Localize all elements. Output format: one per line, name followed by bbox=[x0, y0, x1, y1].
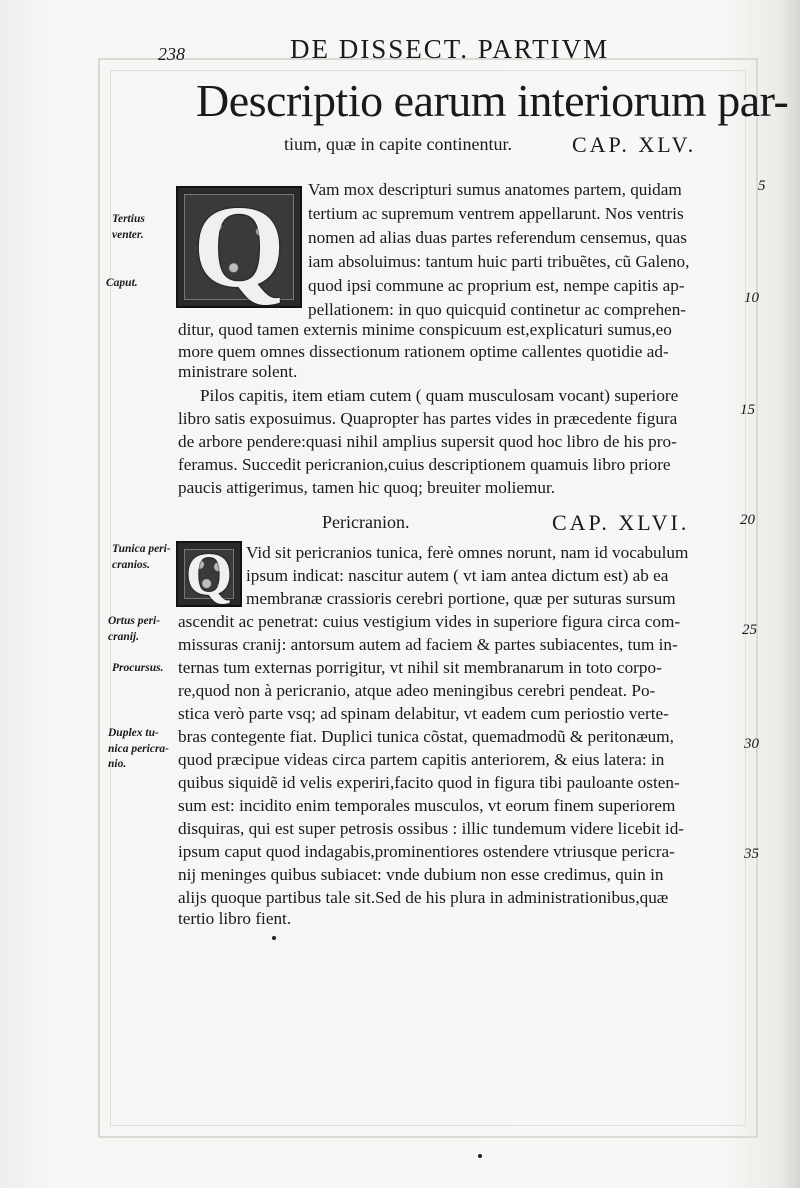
text-line: feramus. Succedit pericranion,cuius descriptionem quamuis libro priore bbox=[178, 455, 671, 474]
line-number: 30 bbox=[744, 736, 759, 752]
text-line: ministrare solent. bbox=[178, 362, 298, 381]
line-number: 10 bbox=[744, 290, 759, 306]
margin-note-procursus: Procursus. bbox=[112, 662, 164, 674]
text-line: ternas tum externas porrigitur, vt nihil sit membranarum in toto corpo- bbox=[178, 658, 662, 677]
page-edge bbox=[778, 0, 800, 1188]
section-heading: Pericranion. bbox=[322, 512, 410, 532]
line-number: 5 bbox=[758, 178, 766, 194]
text-line: iam absoluimus: tantum huic parti tribuẽtes, cũ Galeno, bbox=[308, 252, 690, 271]
margin-note-ortus: Ortus peri- cranij. bbox=[108, 615, 161, 643]
text-line: quod ipsi commune ac proprium est, nempe capitis ap- bbox=[308, 276, 685, 295]
text-line: ipsum indicat: nascitur autem ( vt iam antea dictum est) ab ea bbox=[246, 566, 669, 585]
chapter-number-46: CAP. XLVI. bbox=[552, 510, 690, 535]
line-number: 25 bbox=[742, 622, 757, 638]
decorated-initial-q-small bbox=[176, 541, 242, 607]
line-number: 35 bbox=[744, 846, 759, 862]
text-line: pellationem: in quo quicquid continetur ac comprehen- bbox=[308, 300, 687, 319]
chapter-title-line-1: Descriptio earum interiorum par- bbox=[196, 75, 789, 126]
text-line: quod præcipue videas circa partem capitis anteriorem, & eius latera: in bbox=[178, 750, 665, 769]
decorated-initial-q bbox=[176, 181, 302, 312]
chapter-title-line-2: tium, quæ in capite continentur. bbox=[284, 134, 512, 154]
text-line: Vam mox descripturi sumus anatomes partem, quidam bbox=[308, 180, 682, 199]
text-line: quibus siquidẽ id velis experiri,facito quod in figura tibi pauloante osten- bbox=[178, 773, 680, 792]
initial-letter: Q bbox=[185, 540, 233, 607]
text-line: stica verò parte vsq; ad spinam delabitur, vt eadem cum periostio verte- bbox=[178, 704, 669, 723]
text-line: ascendit ac penetrat: cuius vestigium vides in superiore figura circa com- bbox=[178, 612, 681, 631]
chapter-number-45: CAP. XLV. bbox=[572, 132, 697, 157]
text-line: de arbore pendere:quasi nihil amplius supersit quod hoc libro de his pro- bbox=[178, 432, 677, 451]
text-line: alijs quoque partibus tale sit.Sed de his plura in administrationibus,quæ bbox=[178, 888, 669, 907]
margin-note-duplex: Duplex tu- nica pericra- nio. bbox=[108, 727, 170, 771]
running-head: DE DISSECT. PARTIVM bbox=[290, 34, 610, 64]
text-line: sum est: incidito enim temporales musculos, vt eorum finem superiorem bbox=[178, 796, 676, 815]
text-line: membranæ crassioris cerebri portione, quæ per suturas sursum bbox=[246, 589, 676, 608]
text-line: bras contegente fiat. Duplici tunica cõstat, quemadmodũ & peritonæum, bbox=[178, 727, 674, 746]
text-line: ipsum caput quod indagabis,prominentiores ostendere vtriusque pericra- bbox=[178, 842, 675, 861]
ink-dot bbox=[478, 1154, 482, 1158]
margin-note-tertius: Tertius venter. bbox=[112, 213, 145, 241]
margin-note-caput: Caput. bbox=[106, 277, 138, 289]
text-line: ditur, quod tamen externis minime conspicuum est,explicaturi sumus,eo bbox=[178, 320, 672, 339]
text-line: missuras cranij: antorsum autem ad faciem & partes subiacentes, tum in- bbox=[178, 635, 678, 654]
text-line: libro satis exposuimus. Quapropter has partes vides in præcedente figura bbox=[178, 409, 678, 428]
page-number: 238 bbox=[158, 44, 185, 64]
text-line: tertio libro fient. bbox=[178, 909, 292, 928]
line-number: 20 bbox=[740, 512, 755, 528]
text-line: nomen ad alias duas partes referendum censemus, quas bbox=[308, 228, 687, 247]
margin-note-tunica: Tunica peri- cranios. bbox=[112, 543, 171, 571]
text-line: paucis attigerimus, tamen hic quoq; breuiter moliemur. bbox=[178, 478, 556, 497]
text-line: disquiras, qui est super petrosis ossibus : illic tundemum videre licebit id- bbox=[178, 819, 685, 838]
text-line: tertium ac supremum ventrem appellarunt. Nos ventris bbox=[308, 204, 684, 223]
line-number: 15 bbox=[740, 402, 755, 418]
text-line: Vid sit pericranios tunica, ferè omnes norunt, nam id vocabulum bbox=[246, 543, 689, 562]
ink-dot bbox=[272, 936, 276, 940]
text-line: more quem omnes dissectionum rationem optime callentes quotidie ad- bbox=[178, 342, 669, 361]
text-line: Pilos capitis, item etiam cutem ( quam musculosam vocant) superiore bbox=[200, 386, 679, 405]
text-line: nij meninges quibus subiacet: vnde dubium non esse credimus, quin in bbox=[178, 865, 664, 884]
text-line: re,quod non à pericranio, atque adeo meningibus cerebri pendeat. Po- bbox=[178, 681, 656, 700]
initial-letter: Q bbox=[193, 181, 285, 312]
